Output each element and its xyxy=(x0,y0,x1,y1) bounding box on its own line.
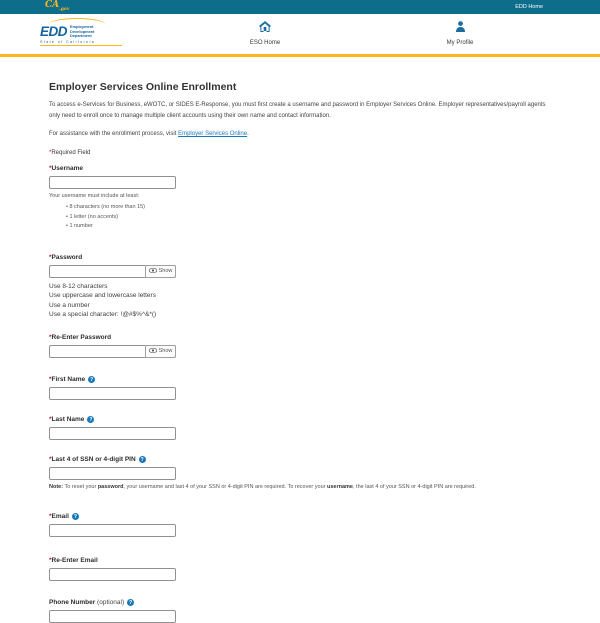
help-icon[interactable]: ? xyxy=(73,513,77,520)
ssn-pin-input[interactable] xyxy=(49,467,176,480)
help-icon[interactable]: ? xyxy=(129,599,133,606)
edd-logo[interactable] xyxy=(40,18,122,46)
reenter-email-input[interactable] xyxy=(49,568,176,581)
reenter-email-label: *Re-Enter Email xyxy=(49,556,98,564)
reenter-password-group xyxy=(49,334,556,358)
help-icon[interactable]: ? xyxy=(140,456,144,463)
assistance-line: For assistance with the enrollment process, visit Employer Services Online. xyxy=(49,131,249,137)
help-icon[interactable]: ? xyxy=(89,416,93,423)
password-rule: Use a special character: !@#$%^&*() xyxy=(49,311,157,318)
edd-home-link[interactable]: EDD Home xyxy=(515,4,543,10)
edd-logo-acronym: EDD xyxy=(40,24,68,40)
reenter-password-show-label: Show xyxy=(158,348,173,354)
password-rule: Use 8-12 characters xyxy=(49,282,108,290)
first-name-group xyxy=(49,376,556,400)
ca-gov-logo-gov: .gov xyxy=(59,6,70,12)
first-name-label: *First Name ? xyxy=(49,375,94,383)
ca-gov-logo-ca: CA xyxy=(45,0,60,10)
page-title: Employer Services Online Enrollment xyxy=(49,81,237,93)
username-label: *Username xyxy=(49,165,83,172)
username-hint: • 1 letter (no accents) xyxy=(66,213,556,223)
password-rules xyxy=(49,282,556,320)
password-rule: Use a number xyxy=(49,301,90,309)
nav-eso-home-label: ESO Home xyxy=(249,40,281,46)
password-rule: Use uppercase and lowercase letters xyxy=(49,292,156,299)
password-label: *Password xyxy=(49,253,83,261)
help-icon[interactable]: ? xyxy=(90,376,94,383)
home-icon xyxy=(259,19,271,36)
nav-my-profile[interactable] xyxy=(437,19,483,46)
username-group xyxy=(49,165,556,232)
eye-icon xyxy=(149,268,157,275)
reenter-password-label: *Re-Enter Password xyxy=(49,333,112,341)
nav-eso-home[interactable] xyxy=(240,19,290,46)
phone-label: Phone Number (optional) ? xyxy=(49,598,133,606)
email-input[interactable] xyxy=(49,524,176,537)
enrollment-page xyxy=(0,57,600,623)
site-header xyxy=(0,14,600,54)
eye-icon xyxy=(149,348,157,355)
reenter-email-group xyxy=(49,557,556,581)
email-group xyxy=(49,513,556,537)
last-name-group xyxy=(49,416,556,440)
last-name-label: *Last Name ? xyxy=(49,415,93,423)
password-show-button[interactable] xyxy=(145,265,176,278)
ssn-pin-label: *Last 4 of SSN or 4-digit PIN ? xyxy=(49,455,144,463)
username-hint: • 1 number xyxy=(66,222,556,232)
ssn-pin-note: Note: To reset your password, your username and last 4 of your SSN or 4-digit PIN are required. To recover your username, the last 4 of your SSN or 4-digit PIN are required. xyxy=(49,483,476,490)
last-name-input[interactable] xyxy=(49,427,176,440)
password-show-label: Show xyxy=(158,268,173,274)
password-group xyxy=(49,254,556,320)
required-field-note: *Required Field xyxy=(49,150,91,156)
intro-paragraph: To access e-Services for Business, eWOTC, or SIDES E-Response, you must first create a username and password in Employer Services Online. Employer representatives/payroll agents only need to enroll once to manage multiple client accounts using their own name and contact information. xyxy=(49,102,546,119)
reenter-password-show-button[interactable] xyxy=(145,345,176,358)
email-label: *Email ? xyxy=(49,512,77,520)
nav-my-profile-label: My Profile xyxy=(446,40,474,46)
employer-services-online-link[interactable]: Employer Services Online xyxy=(178,131,248,137)
username-input[interactable] xyxy=(49,176,176,189)
username-hint: • 8 characters (no more than 15) xyxy=(66,203,556,213)
first-name-input[interactable] xyxy=(49,387,176,400)
edd-logo-tagline: State of California xyxy=(40,40,122,47)
top-utility-bar xyxy=(0,0,600,14)
edd-logo-dept: Employment Development Department xyxy=(70,24,95,39)
person-icon xyxy=(455,19,466,36)
username-hints xyxy=(66,203,556,232)
phone-group xyxy=(49,599,556,623)
phone-input[interactable] xyxy=(49,610,176,623)
username-hint-title: Your username must include at least: xyxy=(49,193,140,199)
ssn-pin-group xyxy=(49,456,556,491)
ca-gov-logo[interactable] xyxy=(45,1,70,14)
